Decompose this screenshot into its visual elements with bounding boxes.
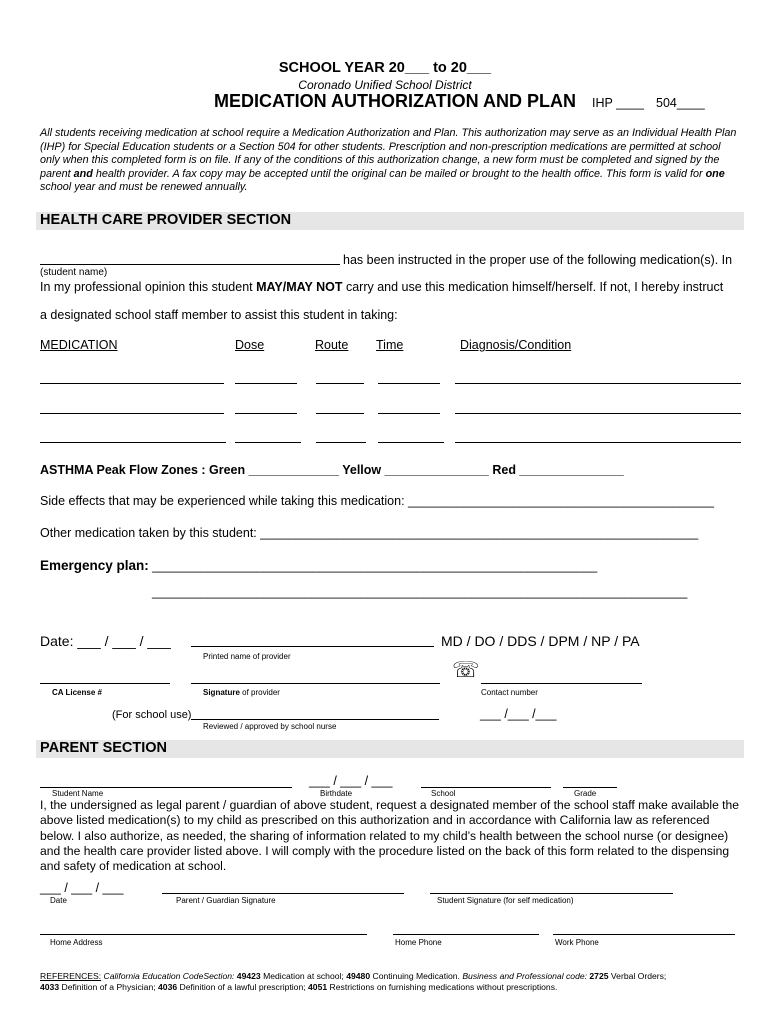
school-line[interactable] [421,787,551,788]
med-row2-time[interactable] [378,413,440,414]
col-route: Route [315,338,349,352]
home-phone-caption: Home Phone [395,938,442,947]
col-medication: MEDICATION [40,338,118,352]
asthma-zones[interactable]: ASTHMA Peak Flow Zones : Green _____________ Yellow _______________ Red _______________ [40,463,624,477]
parent-statement: I, the undersigned as legal parent / guardian of above student, request a designated member of the school staff make available the above listed medication(s) to my child as prescribed on this authorization and in accordance with California law as referenced below. I also authorize, as needed, the sharing of information related to my child’s health between the school nurse (or designee) and the health care provider listed above. I will comply with the procedure listed on the back of this form related to the dispensing and safety of medication at school. [40,798,739,874]
med-row2-dose[interactable] [235,413,297,414]
med-row1-time[interactable] [378,383,440,384]
school-caption: School [431,789,456,798]
student-name-line[interactable] [40,264,340,265]
parent-section-header [36,740,744,758]
parent-signature-caption: Parent / Guardian Signature [176,896,276,905]
ca-license-label: CA License # [52,688,102,697]
col-diagnosis: Diagnosis/Condition [460,338,572,352]
504-field[interactable]: 504____ [656,96,705,110]
side-effects-field[interactable]: Side effects that may be experienced while taking this medication: ____________________________________________ [40,494,714,508]
parent-signature-line[interactable] [162,893,404,894]
contact-number-line[interactable] [481,683,642,684]
references-line1: REFERENCES: California Education CodeSection: 49423 Medication at school; 49480 Continuing Medication. Business and Professional code: 2725 Verbal Orders; [40,971,667,981]
grade-line[interactable] [563,787,617,788]
emergency-plan-label: Emergency plan: [40,558,149,573]
med-row3-time[interactable] [378,442,444,443]
signature-label: Signature of provider [203,688,280,697]
designated-text: a designated school staff member to assist this student in taking: [40,308,398,322]
student-name-caption: Student Name [52,789,104,798]
parent-date-caption: Date [50,896,67,905]
parent-date-field[interactable]: ___ / ___ / ___ [40,881,124,895]
student-signature-line[interactable] [430,893,673,894]
provider-date-field[interactable]: Date: ___ / ___ / ___ [40,633,171,649]
home-phone-line[interactable] [393,934,539,935]
med-row2-route[interactable] [316,413,364,414]
med-row2-diagnosis[interactable] [455,413,741,414]
intro-paragraph: All students receiving medication at school require a Medication Authorization and Plan. This authorization may serve as an Individual Health Plan (IHP) for Special Education students or a Section 504 for other students. Prescription and non-prescription medications are permitted at school only when this completed form is on file. If any of the conditions of this authorization change, a new form must be completed and signed by the parent and health provider. A fax copy may be accepted until the original can be mailed or brought to the health office. This form is valid for one school year and must be renewed annually. [40,127,737,194]
home-address-caption: Home Address [50,938,103,947]
emergency-plan-line2[interactable]: _____________________________________________________________________________ [152,585,688,599]
home-address-line[interactable] [40,934,367,935]
instructed-text: has been instructed in the proper use of the following medication(s). In [343,253,733,267]
provider-printed-name-line[interactable] [191,646,434,647]
grade-caption: Grade [574,789,597,798]
med-row3-route[interactable] [316,442,366,443]
references-label: REFERENCES: [40,971,102,981]
med-row3-dose[interactable] [235,442,301,443]
med-row1-dose[interactable] [235,383,297,384]
for-school-use-label: (For school use) [112,709,192,721]
hcp-section-header [36,212,744,230]
student-name-label: (student name) [40,267,108,278]
school-year: SCHOOL YEAR 20___ to 20___ [278,60,492,76]
hcp-section-title: HEALTH CARE PROVIDER SECTION [40,212,292,228]
nurse-review-date[interactable]: ___ /___ /___ [480,707,557,721]
med-row2-medication[interactable] [40,413,224,414]
other-medication-field[interactable]: Other medication taken by this student: _______________________________________________________________ [40,526,699,540]
ca-license-line[interactable] [40,683,170,684]
reviewed-label: Reviewed / approved by school nurse [203,722,337,731]
med-row3-diagnosis[interactable] [455,442,741,443]
contact-number-label: Contact number [481,688,538,697]
med-row1-medication[interactable] [40,383,224,384]
med-row1-diagnosis[interactable] [455,383,741,384]
work-phone-caption: Work Phone [555,938,599,947]
birthdate-caption: Birthdate [320,789,353,798]
student-signature-caption: Student Signature (for self medication) [437,896,574,905]
col-time: Time [376,338,404,352]
work-phone-line[interactable] [553,934,735,935]
ihp-field[interactable]: IHP ____ [592,96,644,110]
opinion-text: In my professional opinion this student MAY/MAY NOT carry and use this medication himself/herself. If not, I hereby instruct [40,280,724,294]
nurse-review-line[interactable] [191,719,439,720]
district-name: Coronado Unified School District [298,78,472,92]
med-row1-route[interactable] [316,383,364,384]
printed-name-label: Printed name of provider [203,652,291,661]
parent-section-title: PARENT SECTION [40,740,168,756]
med-row3-medication[interactable] [40,442,226,443]
col-dose: Dose [235,338,265,352]
parent-student-name-line[interactable] [40,787,292,788]
provider-signature-line[interactable] [191,683,440,684]
phone-icon: ☏ [452,657,480,682]
references-line2: 4033 Definition of a Physician; 4036 Definition of a lawful prescription; 4051 Restrictions on furnishing medications without prescriptions. [40,982,558,992]
birthdate-field[interactable]: ___ / ___ / ___ [309,774,393,788]
emergency-plan-field[interactable]: Emergency plan: ________________________________________________________________ [40,558,598,573]
form-title: MEDICATION AUTHORIZATION AND PLAN [214,91,576,111]
provider-credentials[interactable]: MD / DO / DDS / DPM / NP / PA [441,633,640,649]
